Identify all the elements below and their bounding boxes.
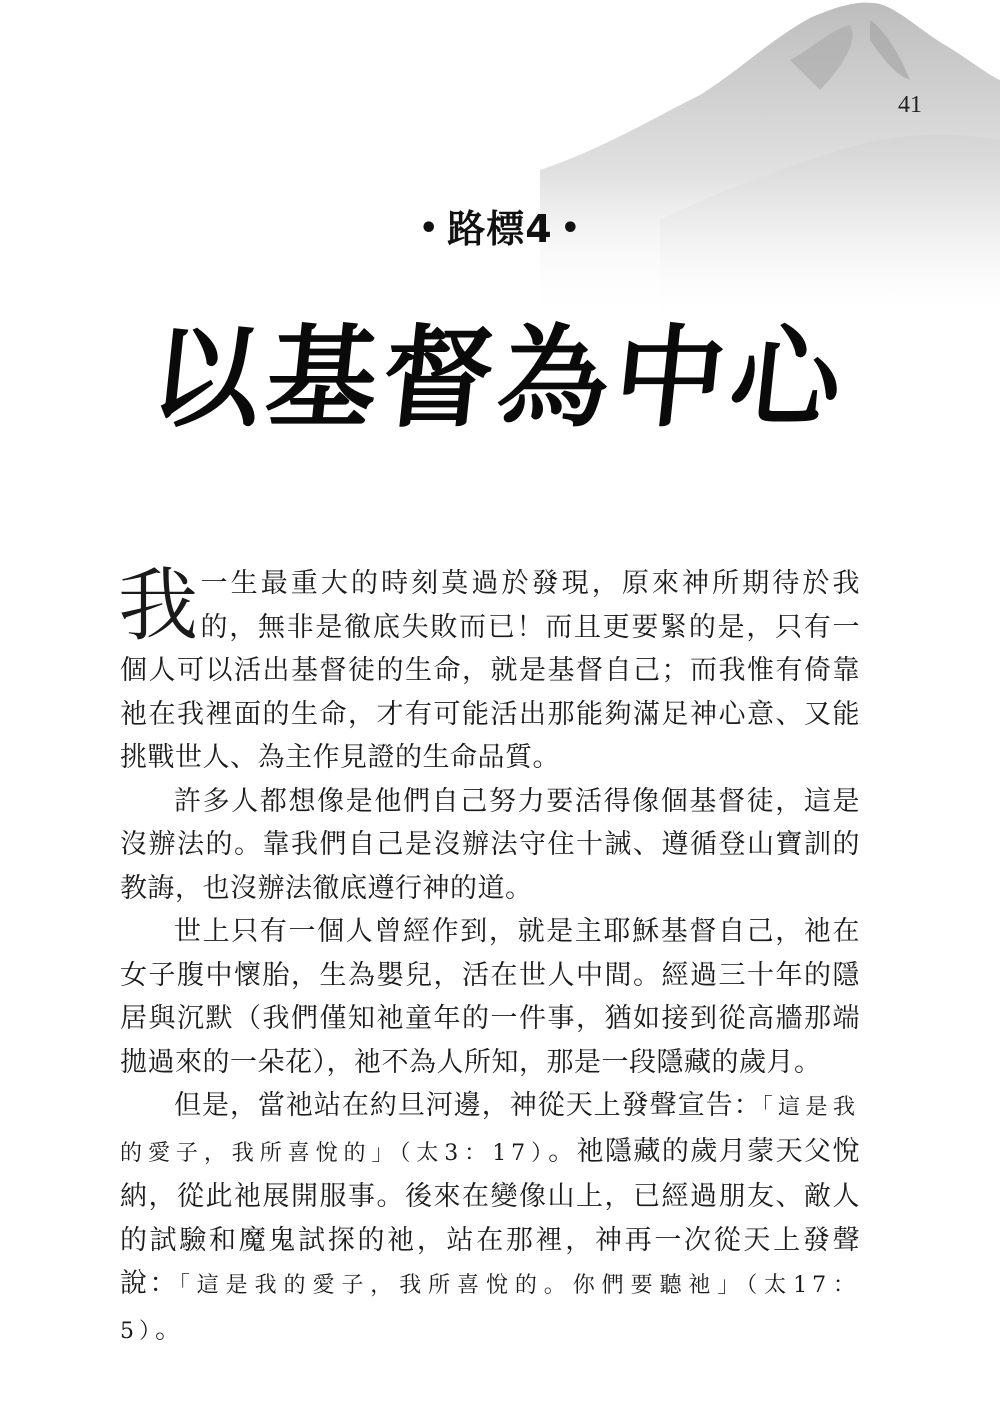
mountain-landscape-image — [540, 0, 1000, 320]
paragraph-4-text-a: 但是，當祂站在約旦河邊，神從天上發聲宣告： — [174, 1090, 762, 1121]
paragraph-4-text-c: 。 — [155, 1313, 183, 1345]
paragraph-2: 許多人都想像是他們自己努力要活得像個基督徒，這是沒辦法的。靠我們自己是沒辦法守住十誡、遵循登山寶訓的教誨，也沒辦法徹底遵行神的道。 — [120, 785, 860, 904]
bullet-dot-icon: • — [419, 211, 440, 246]
body-text — [118, 559, 861, 1353]
signpost-label: 路標4 — [447, 207, 553, 251]
scripture-quote-1: 「這是我的愛子，我所喜悅的」（太3：17） — [120, 1095, 860, 1166]
drop-cap: 我 — [118, 559, 199, 652]
paragraph-1-text: 一生最重大的時刻莫過於發現，原來神所期待於我的，無非是徹底失敗而已！而且更要緊的是，只有一個人可以活出基督徒的生命，就是基督自己；而我惟有倚靠祂在我裡面的生命，才有可能活出那能夠滿足神心意、又能挑戰世人、為主作見證的生命品質。 — [120, 568, 860, 773]
scripture-quote-2: 「這是我的愛子，我所喜悅的。你們要聽祂」（太17：5） — [120, 1273, 860, 1344]
paragraph-4-text-b: 。祂隱藏的歲月蒙天父悅納，從此祂展開服事。後來在變像山上，已經過朋友、敵人的試驗和魔鬼試探的祂，站在那裡，神再一次從天上發聲說： — [120, 1135, 861, 1299]
paragraph-3: 世上只有一個人曾經作到，就是主耶穌基督自己，祂在女子腹中懷胎，生為嬰兒，活在世人中間。經過三十年的隱居與沉默（我們僅知祂童年的一件事，猶如接到從高牆那端拋過來的一朵花），祂不為人所知，那是一段隱藏的歲月。 — [120, 916, 860, 1078]
paragraph-4 — [120, 1084, 860, 1353]
signpost-heading — [0, 198, 1000, 253]
bullet-dot-icon: • — [560, 211, 581, 246]
paragraph-1 — [118, 559, 860, 780]
chapter-title: 以基督為中心 — [144, 313, 854, 442]
page-number: 41 — [898, 92, 922, 118]
